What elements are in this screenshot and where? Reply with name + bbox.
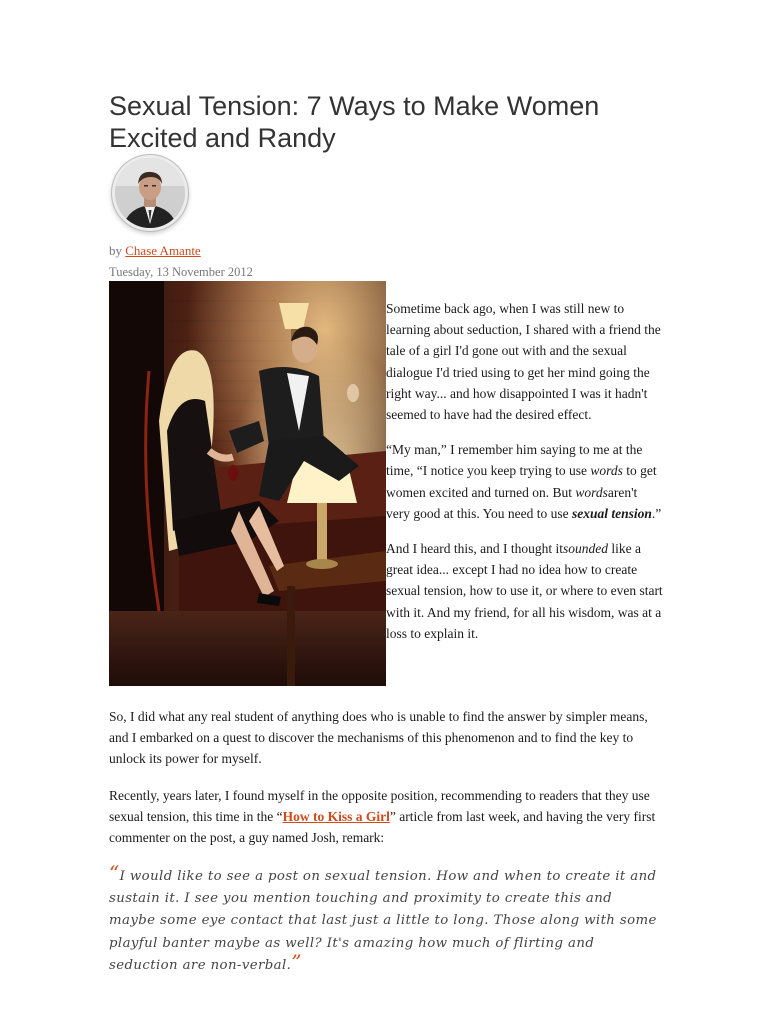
paragraph: So, I did what any real student of anything does who is unable to find the answer by simpler means, and I embarked on a quest to discover the mechanisms of this phenomenon and to find the key to unlock its power for myself. [109,709,648,767]
close-quote-mark: ” [291,949,302,974]
text-run: .” [651,505,662,521]
paragraph [109,785,661,849]
text-run: And I heard this, and I thought it [386,541,563,557]
emphasis: words [575,484,608,500]
how-to-kiss-link[interactable]: How to Kiss a Girl [282,808,390,824]
paragraph [386,439,664,524]
intro-column [386,298,664,658]
article-photo [109,281,386,686]
text-run: “My man,” I remember him saying to me at the time, “I notice you keep trying to use [386,442,643,479]
publish-date: Tuesday, 13 November 2012 [109,265,253,279]
emphasis: sounded [562,541,608,557]
text-run: to get women excited and turned on. But [386,463,657,500]
emphasis: words [590,463,623,479]
quote-text: I would like to see a post on sexual tension. How and when to create it and sustain it. I see you mention touching and proximity to create this and maybe some eye contact that last just a little to long. Those along with some playful banter maybe as well? It's amazing how much of flirting and seduction are non-verbal. [109,869,657,973]
author-link[interactable]: Chase Amante [125,243,201,258]
byline-prefix: by [109,243,126,258]
strong-emphasis: sexual tension [572,505,652,521]
article-body [109,706,661,863]
text-run: Recently, years later, I found myself in the opposite position, recommending to readers that they use sexual tension, this time in the “ [109,787,650,824]
article-title: Sexual Tension: 7 Ways to Make Women Excited and Randy [109,91,600,153]
open-quote-mark: “ [109,861,120,885]
text-run: like a great idea... except I had no idea how to create sexual tension, how to use it, or where to even start with it. And my friend, for all his wisdom, was at a loss to explain it. [386,541,663,641]
paragraph: Sometime back ago, when I was still new to learning about seduction, I shared with a friend the tale of a girl I'd gone out with and the sexual dialogue I'd tried using to get her mind going the right way... and how disappointed I was it hadn't seemed to have had the desired effect. [386,301,661,423]
paragraph [386,538,664,644]
author-avatar[interactable] [115,158,185,228]
text-run: aren't very good at this. You need to use [386,484,638,521]
text-run: ” article from last week, and having the very first commenter on the post, a guy named Josh, remark: [109,808,656,846]
byline [109,243,201,259]
blockquote [109,861,659,977]
